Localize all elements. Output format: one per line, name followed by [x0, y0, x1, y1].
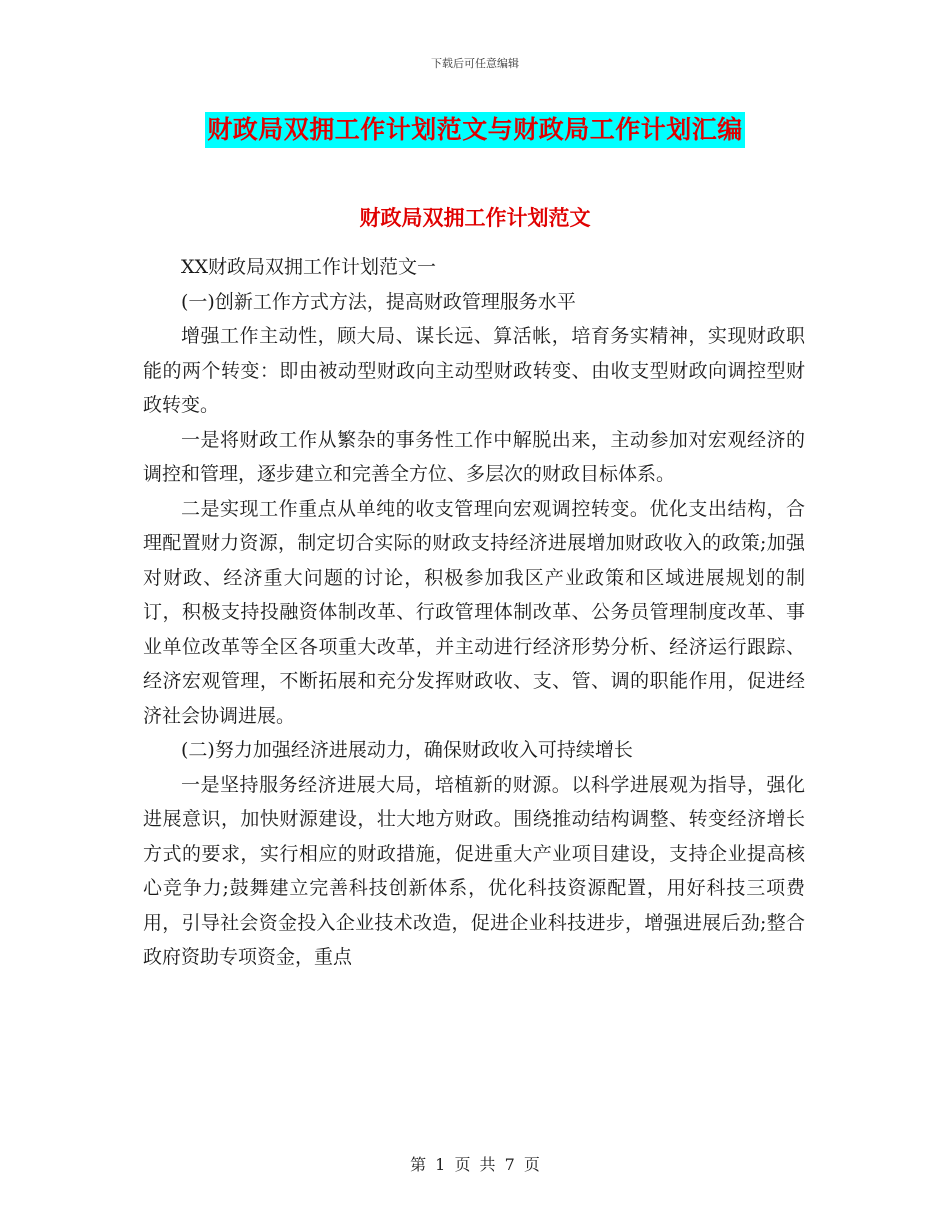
paragraph: (一)创新工作方式方法，提高财政管理服务水平 [181, 290, 576, 313]
paragraph: 二是实现工作重点从单纯的收支管理向宏观调控转变。优化支出结构，合理配置财力资源，制定切合实际的财政支持经济进展增加财政收入的政策;加强对财政、经济重大问题的讨论，积极参加我区产业政策和区域进展规划的制订，积极支持投融资体制改革、行政管理体制改革、公务员管理制度改革、事业单位改革等全区各项重大改革，并主动进行经济形势分析、经济运行跟踪、经济宏观管理，不断拓展和充分发挥财政收、支、管、调的职能作用，促进经济社会协调进展。 [143, 497, 805, 727]
paragraph: 增强工作主动性，顾大局、谋长远、算活帐，培育务实精神，实现财政职能的两个转变：即由被动型财政向主动型财政转变、由收支型财政向调控型财政转变。 [143, 325, 805, 416]
document-title [0, 112, 950, 148]
page-footer: 第 1 页 共 7 页 [410, 1155, 540, 1174]
header-note: 下载后可任意编辑 [431, 57, 519, 70]
paragraph: 一是将财政工作从繁杂的事务性工作中解脱出来，主动参加对宏观经济的调控和管理，逐步建立和完善全方位、多层次的财政目标体系。 [143, 428, 805, 485]
paragraph: 一是坚持服务经济进展大局，培植新的财源。以科学进展观为指导，强化进展意识，加快财源建设，壮大地方财政。围绕推动结构调整、转变经济增长方式的要求，实行相应的财政措施，促进重大产业项目建设，支持企业提高核心竞争力;鼓舞建立完善科技创新体系，优化科技资源配置，用好科技三项费用，引导社会资金投入企业技术改造，促进企业科技进步，增强进展后劲;整合政府资助专项资金，重点 [143, 773, 805, 968]
document-body [143, 250, 805, 975]
paragraph: XX财政局双拥工作计划范文一 [181, 256, 437, 278]
paragraph: (二)努力加强经济进展动力，确保财政收入可持续增长 [181, 739, 633, 761]
section-title: 财政局双拥工作计划范文 [359, 205, 591, 230]
document-title-text: 财政局双拥工作计划范文与财政局工作计划汇编 [205, 112, 745, 148]
